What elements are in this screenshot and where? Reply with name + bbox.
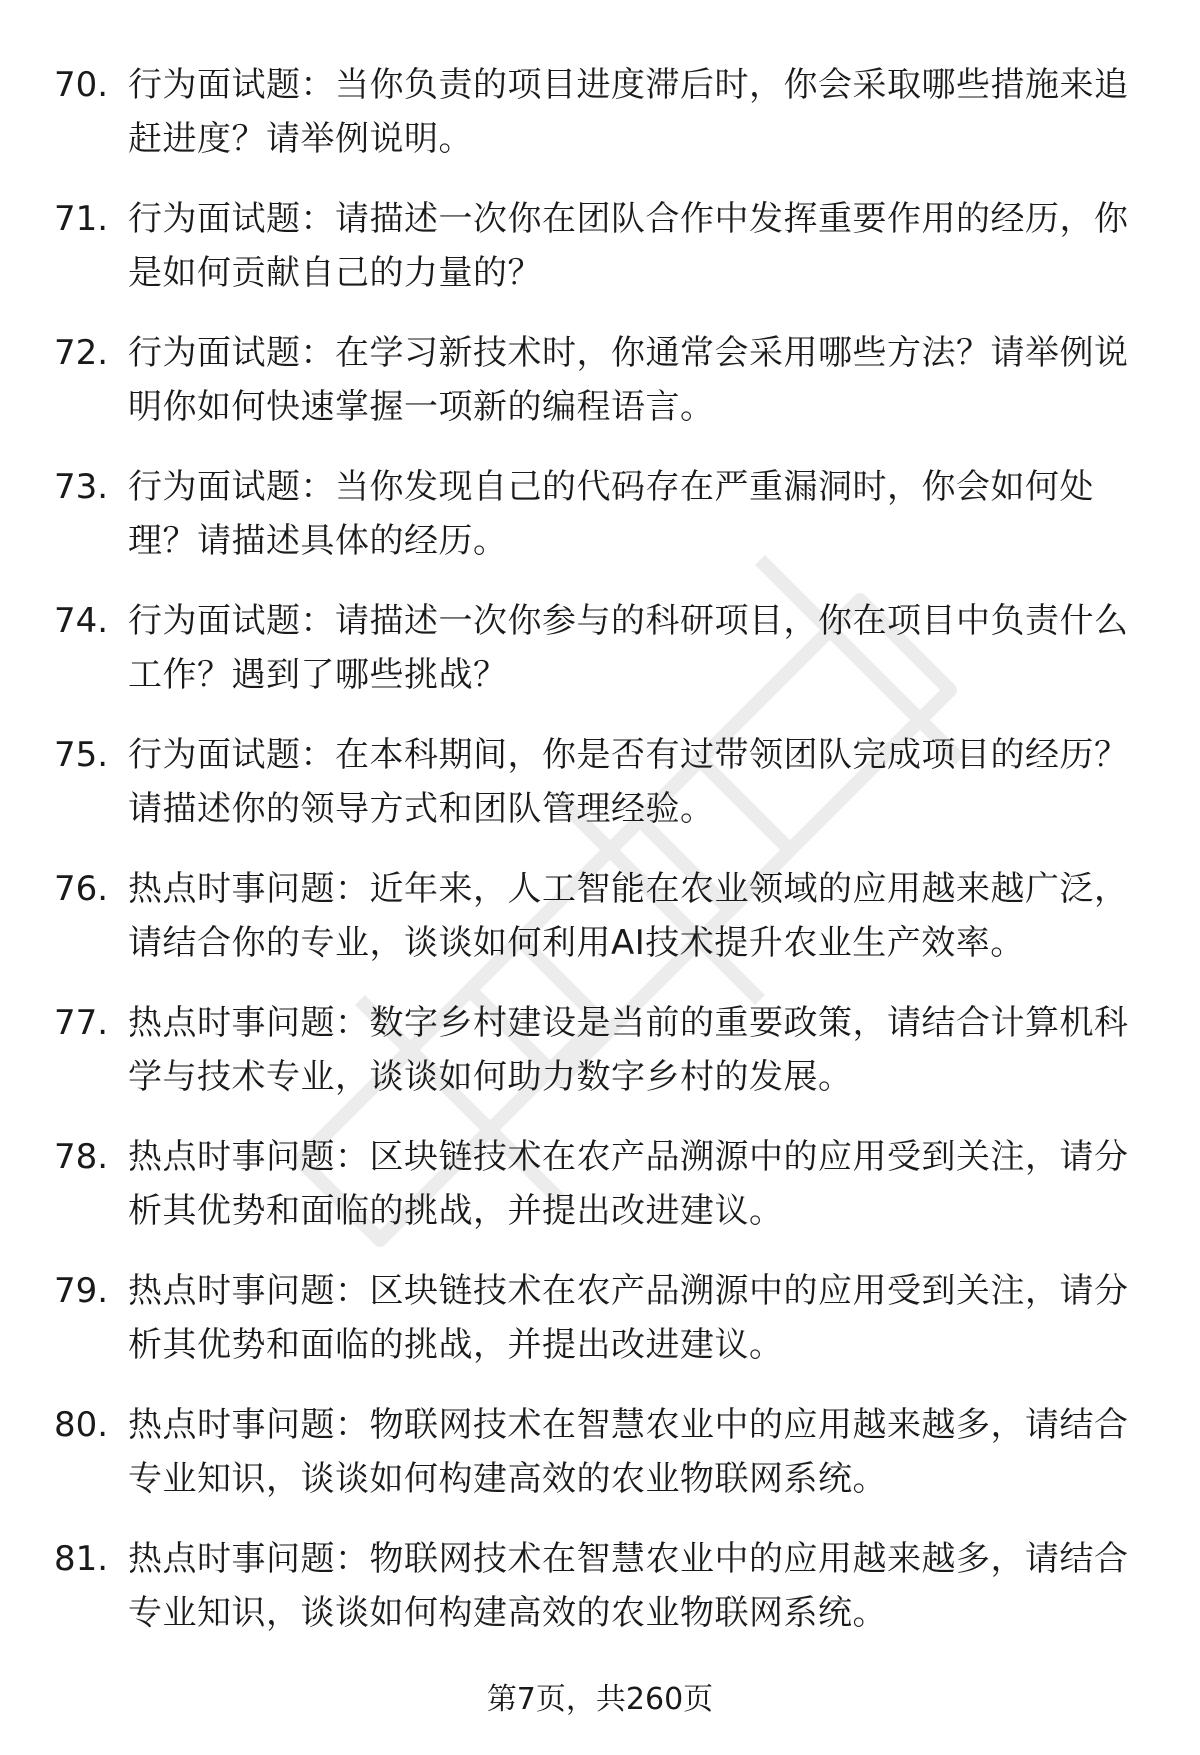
question-number: 81.	[54, 1539, 109, 1579]
list-item	[0, 58, 1200, 192]
list-item	[0, 460, 1200, 594]
question-number: 79.	[54, 1271, 109, 1311]
list-item	[0, 1264, 1200, 1398]
question-number: 72.	[54, 333, 109, 373]
question-text: 热点时事问题：数字乡村建设是当前的重要政策，请结合计算机科学与技术专业，谈谈如何助力数字乡村的发展。	[128, 1003, 1129, 1097]
list-item	[0, 1130, 1200, 1264]
question-text: 行为面试题：当你负责的项目进度滞后时，你会采取哪些措施来追赶进度？请举例说明。	[128, 65, 1129, 159]
question-text: 行为面试题：在本科期间，你是否有过带领团队完成项目的经历？请描述你的领导方式和团队管理经验。	[128, 735, 1129, 829]
list-item	[0, 326, 1200, 460]
question-number: 73.	[54, 467, 109, 507]
question-text: 行为面试题：请描述一次你在团队合作中发挥重要作用的经历，你是如何贡献自己的力量的？	[128, 199, 1129, 293]
question-number: 80.	[54, 1405, 109, 1445]
question-text: 热点时事问题：物联网技术在智慧农业中的应用越来越多，请结合专业知识，谈谈如何构建高效的农业物联网系统。	[128, 1405, 1129, 1499]
list-item	[0, 728, 1200, 862]
question-text: 热点时事问题：区块链技术在农产品溯源中的应用受到关注，请分析其优势和面临的挑战，并提出改进建议。	[128, 1137, 1129, 1231]
question-text: 行为面试题：当你发现自己的代码存在严重漏洞时，你会如何处理？请描述具体的经历。	[128, 467, 1094, 561]
question-number: 71.	[54, 199, 109, 239]
question-text: 热点时事问题：区块链技术在农产品溯源中的应用受到关注，请分析其优势和面临的挑战，并提出改进建议。	[128, 1271, 1129, 1365]
question-list	[0, 58, 1200, 1666]
question-text: 热点时事问题：物联网技术在智慧农业中的应用越来越多，请结合专业知识，谈谈如何构建高效的农业物联网系统。	[128, 1539, 1129, 1633]
question-number: 74.	[54, 601, 109, 641]
question-number: 76.	[54, 869, 109, 909]
question-number: 78.	[54, 1137, 109, 1177]
question-number: 77.	[54, 1003, 109, 1043]
list-item	[0, 996, 1200, 1130]
list-item	[0, 1532, 1200, 1666]
list-item	[0, 192, 1200, 326]
list-item	[0, 862, 1200, 996]
question-text: 行为面试题：在学习新技术时，你通常会采用哪些方法？请举例说明你如何快速掌握一项新的编程语言。	[128, 333, 1129, 427]
list-item	[0, 1398, 1200, 1532]
question-number: 70.	[54, 65, 109, 105]
question-number: 75.	[54, 735, 109, 775]
question-text: 热点时事问题：近年来，人工智能在农业领域的应用越来越广泛，请结合你的专业，谈谈如何利用AI技术提升农业生产效率。	[128, 869, 1129, 963]
question-text: 行为面试题：请描述一次你参与的科研项目，你在项目中负责什么工作？遇到了哪些挑战？	[128, 601, 1129, 695]
page-footer: 第7页，共260页	[486, 1682, 714, 1717]
list-item	[0, 594, 1200, 728]
